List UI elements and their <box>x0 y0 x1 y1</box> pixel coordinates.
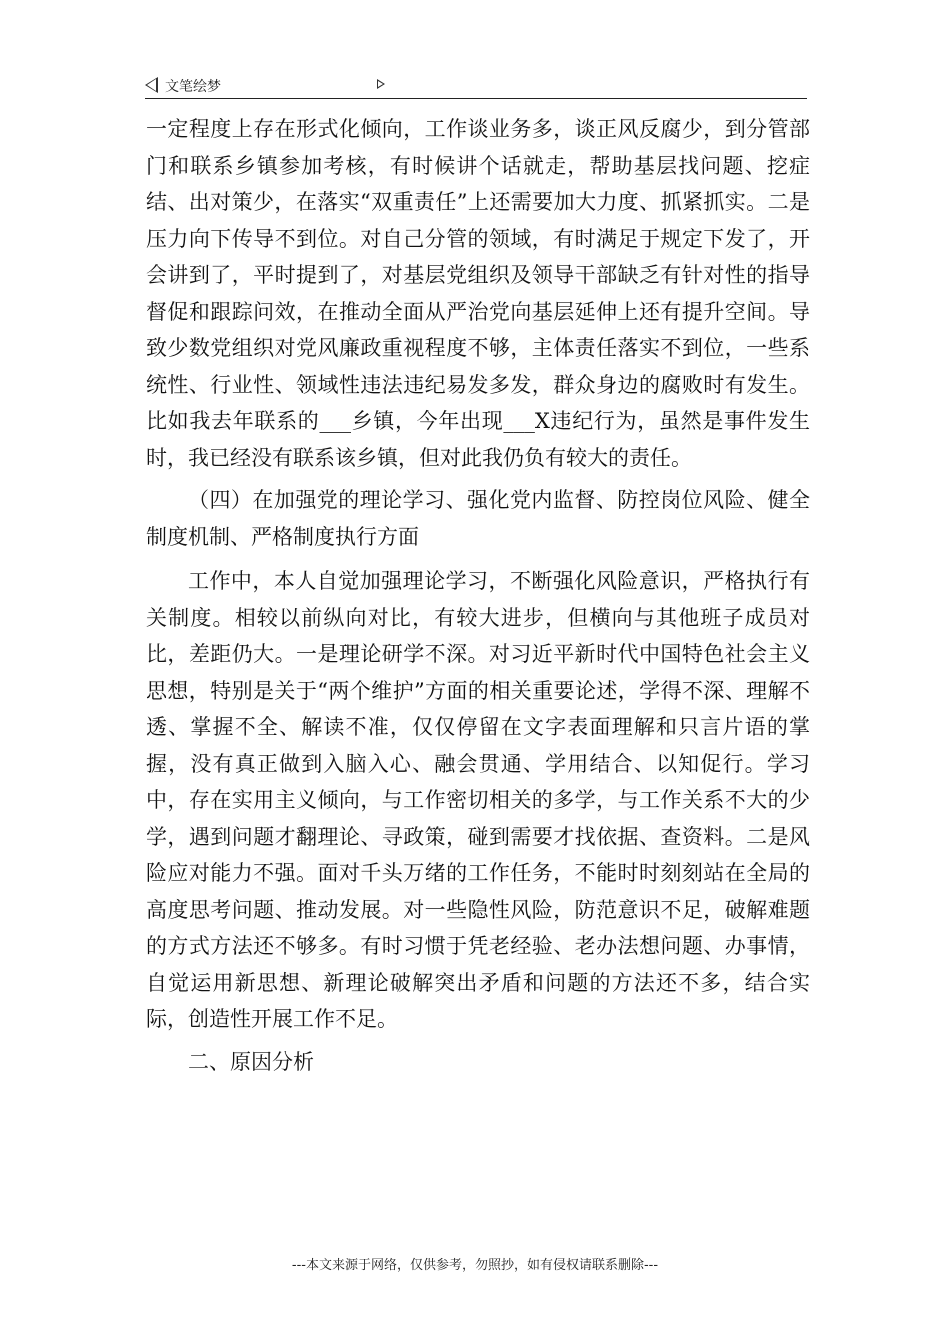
section-heading-four: （四）在加强党的理论学习、强化党内监督、防控岗位风险、健全制度机制、严格制度执行方面 <box>146 488 810 549</box>
page-header <box>145 72 807 99</box>
paragraph-theory-study: 工作中，本人自觉加强理论学习，不断强化风险意识，严格执行有关制度。相较以前纵向对比，有较大进步，但横向与其他班子成员对比，差距仍大。一是理论研学不深。对习近平新时代中国特色社会主义思想，特别是关于“两个维护”方面的相关重要论述，学得不深、理解不透、掌握不全、解读不准，仅仅停留在文字表面理解和只言片语的掌握，没有真正做到入脑入心、融会贯通、学用结合、以知促行。学习中，存在实用主义倾向，与工作密切相关的多学，与工作关系不大的少学，遇到问题才翻理论、寻政策，碰到需要才找依据、查资料。二是风险应对能力不强。面对千头万绪的工作任务，不能时时刻刻站在全局的高度思考问题、推动发展。对一些隐性风险，防范意识不足，破解难题的方式方法还不够多。有时习惯于凭老经验、老办法想问题、办事情，自觉运用新思想、新理论破解突出矛盾和问题的方法还不多，结合实际，创造性开展工作不足。 <box>146 569 810 1031</box>
page-footer-disclaimer: ---本文来源于网络，仅供参考，勿照抄，如有侵权请联系删除--- <box>291 1258 659 1273</box>
document-body <box>146 111 810 1088</box>
section-heading-cause-analysis: 二、原因分析 <box>188 1049 314 1074</box>
right-triangle-icon <box>377 79 385 89</box>
header-brand: 文笔绘梦 <box>165 79 221 95</box>
left-triangle-icon <box>145 77 158 93</box>
paragraph-continuation: 一定程度上存在形式化倾向，工作谈业务多，谈正风反腐少，到分管部门和联系乡镇参加考核，有时候讲个话就走，帮助基层找问题、挖症结、出对策少，在落实“双重责任”上还需要加大力度、抓紧抓实。二是压力向下传导不到位。对自己分管的领域，有时满足于规定下发了，开会讲到了，平时提到了，对基层党组织及领导干部缺乏有针对性的指导督促和跟踪问效，在推动全面从严治党向基层延伸上还有提升空间。导致少数党组织对党风廉政重视程度不够，主体责任落实不到位，一些系统性、行业性、领域性违法违纪易发多发，群众身边的腐败时有发生。比如我去年联系的___乡镇，今年出现___X违纪行为，虽然是事件发生时，我已经没有联系该乡镇，但对此我仍负有较大的责任。 <box>146 117 810 470</box>
